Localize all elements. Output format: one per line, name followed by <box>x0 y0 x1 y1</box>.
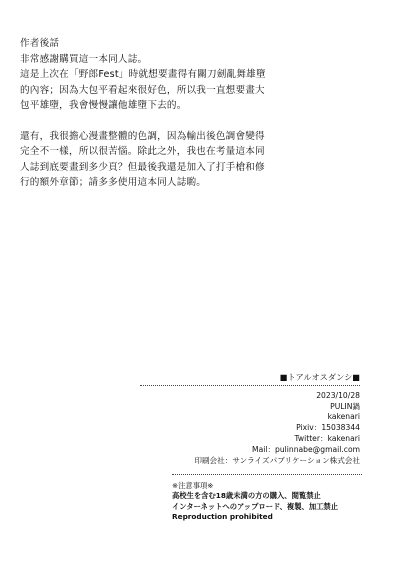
notice-section <box>172 474 362 523</box>
afterword-paragraph-1 <box>20 52 380 114</box>
pixiv-id: Pixiv：15038344 <box>296 423 360 433</box>
paragraph-2-line: 還有，我很擔心漫畫整體的色調，因為輸出後色調會變得 <box>20 130 265 142</box>
afterword-section <box>20 36 380 191</box>
contact-email: Mail：pulinnabe@gmail.com <box>252 444 360 454</box>
author-name: kakenari <box>327 412 360 422</box>
paragraph-2-line: 人誌到底要畫到多少頁？但最後我還是加入了打手槍和修 <box>20 161 265 173</box>
paragraph-2-line: 完全不一樣，所以很苦惱。除此之外，我也在考量這本同 <box>20 146 265 157</box>
circle-name: PULIN鍋 <box>330 401 360 411</box>
afterword-heading: 作者後話 <box>20 38 60 49</box>
colophon <box>140 372 360 466</box>
printing-company: 印刷会社：サンライズパブリケーション株式会社 <box>194 455 360 465</box>
book-title: ■トアルオスダンシ■ <box>279 372 360 382</box>
notice-no-upload: インターネットへのアップロード、複製、加工禁止 <box>172 501 339 511</box>
notice-heading: ※注意事項※ <box>172 481 214 490</box>
twitter-handle: Twitter：kakenari <box>294 433 360 443</box>
paragraph-1-line: 包平雄墮，我會慢慢讓他雄墮下去的。 <box>20 100 187 111</box>
divider <box>172 474 362 475</box>
publish-date: 2023/10/28 <box>316 390 360 400</box>
paragraph-1-line: 非常感謝購買這一本同人誌。 <box>20 53 148 65</box>
divider <box>140 385 360 386</box>
paragraph-1-line: 這是上次在「野郎Fest」時就想要畫得有關刀劍亂舞雄墮 <box>20 69 266 80</box>
notice-reproduction: Reproduction prohibited <box>172 512 273 522</box>
paragraph-2-line: 行的額外章節；請多多使用這本同人誌喲。 <box>20 177 207 188</box>
afterword-paragraph-2 <box>20 129 380 191</box>
notice-age-restriction: 高校生を含む18歳未満の方の購入、閲覧禁止 <box>172 491 321 501</box>
paragraph-1-line: 的內容；因為大包平看起來很好色，所以我一直想要畫大 <box>20 84 265 96</box>
